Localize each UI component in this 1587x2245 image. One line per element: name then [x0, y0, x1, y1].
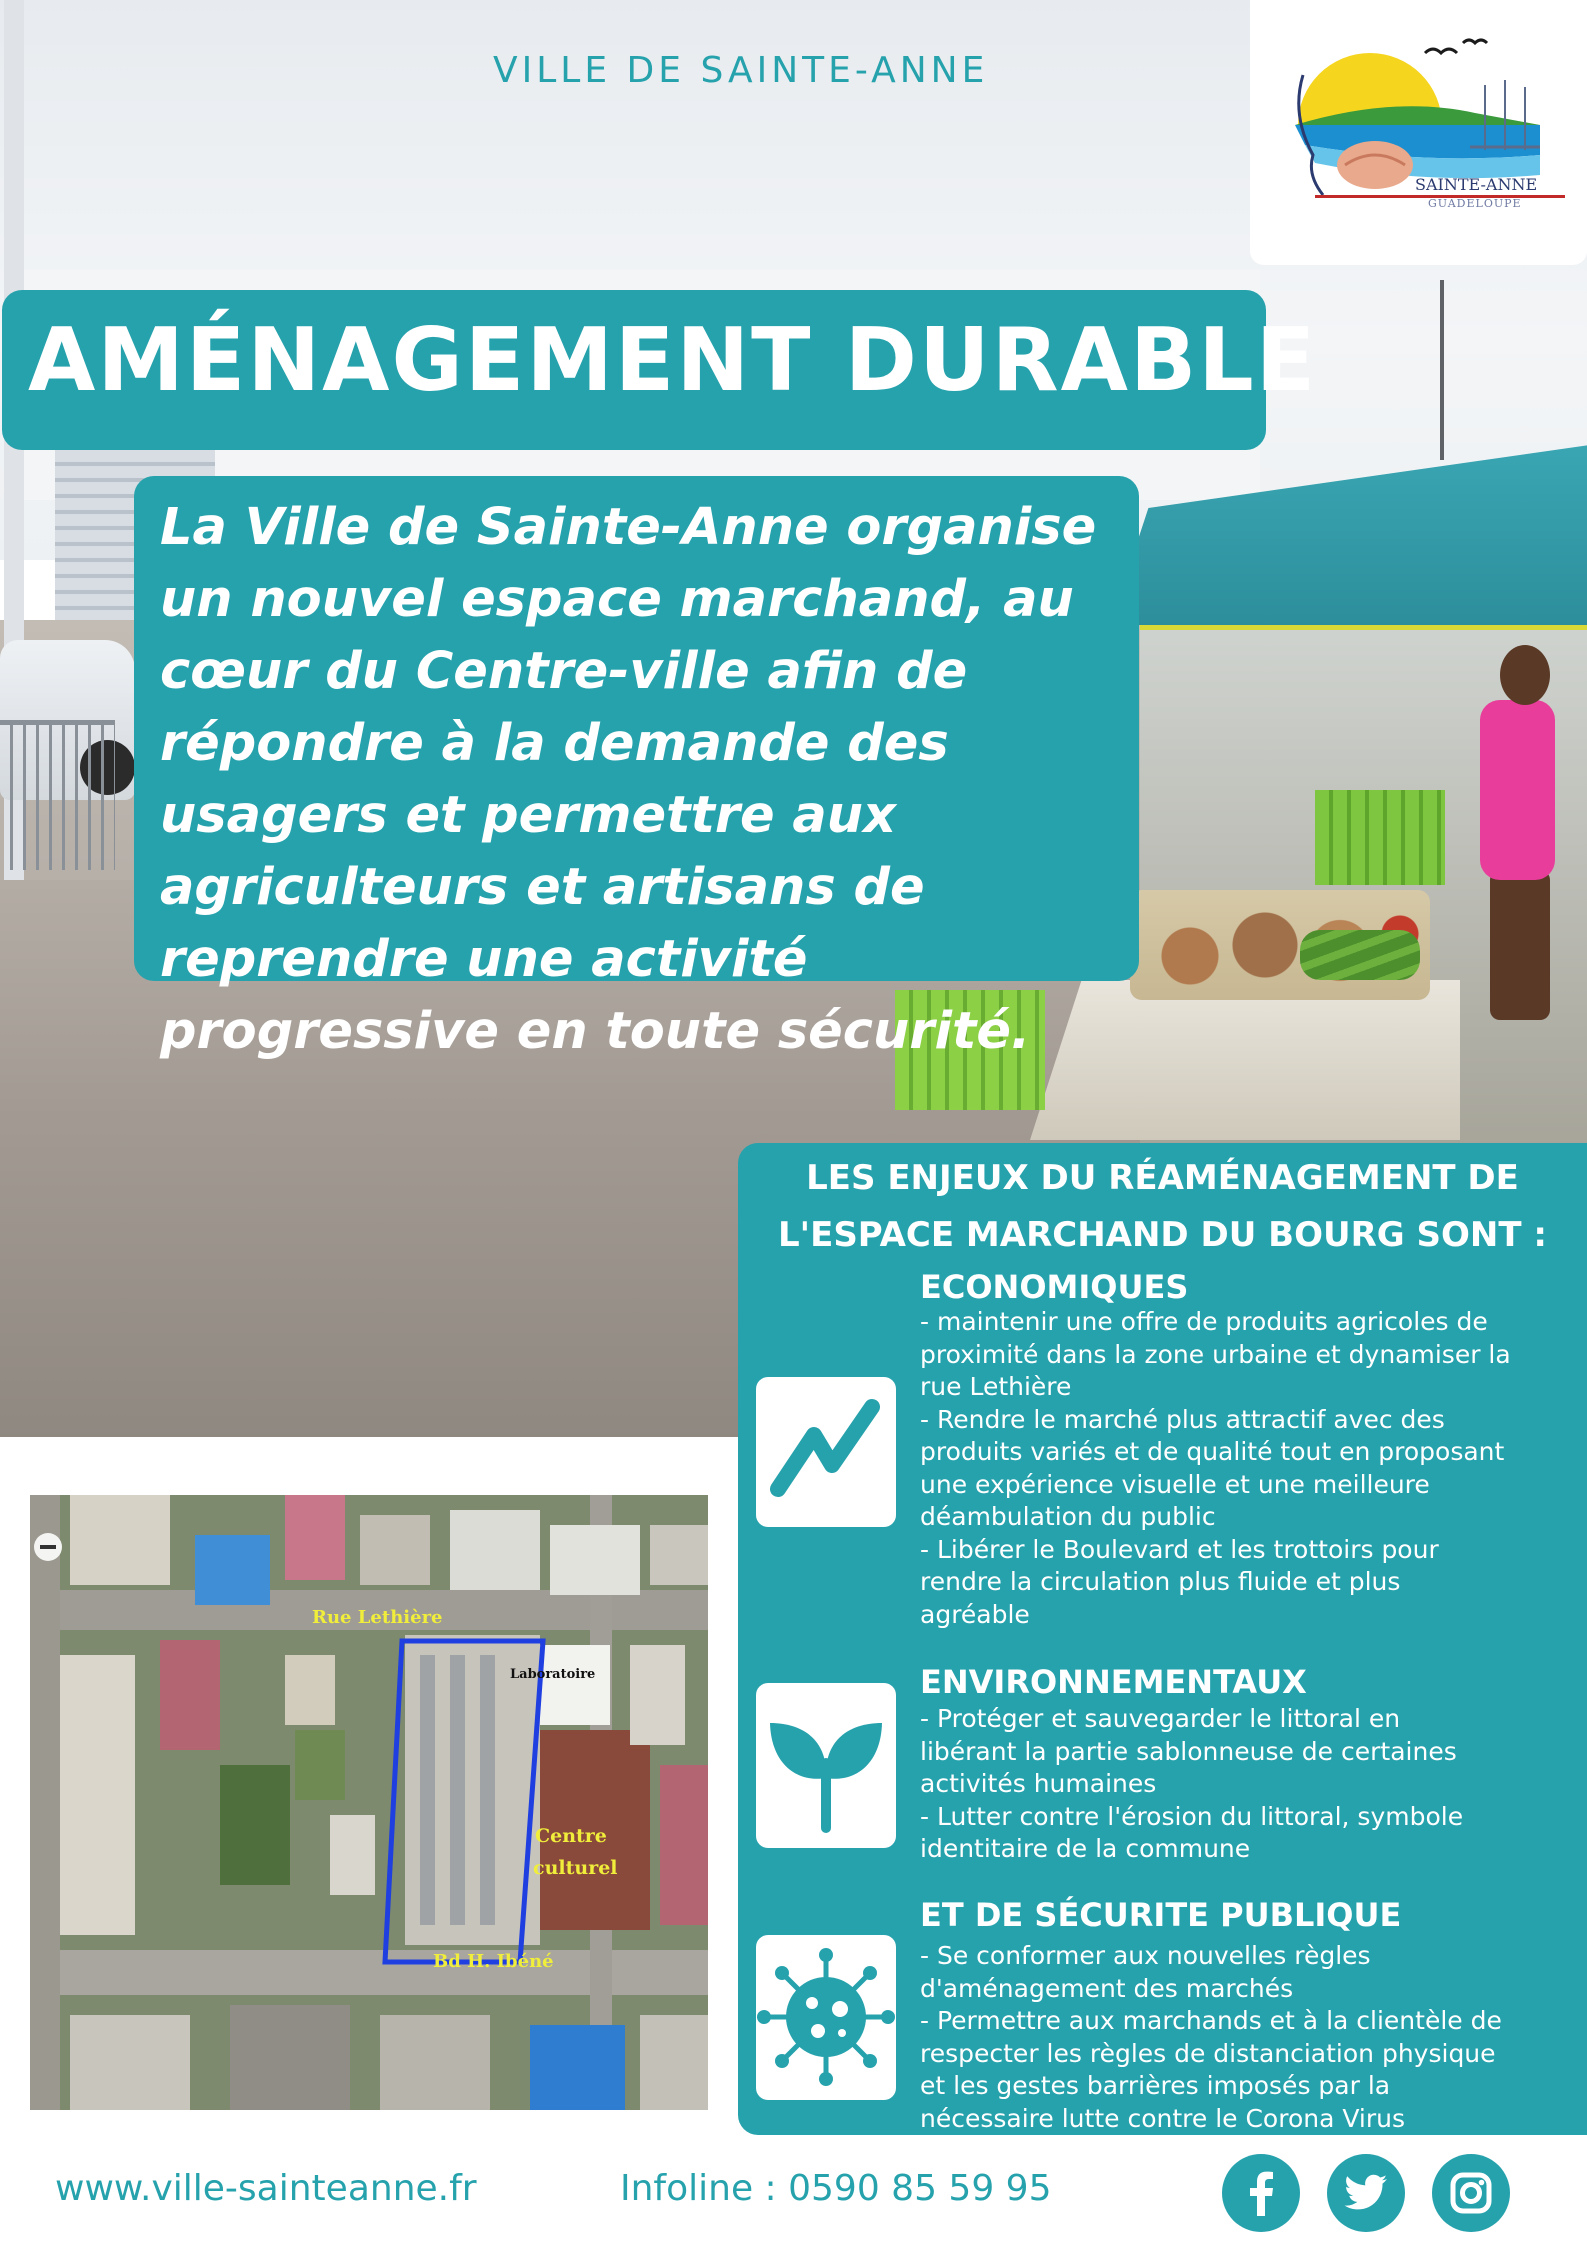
category-title-environment: ENVIRONNEMENTAUX: [920, 1663, 1307, 1701]
trend-chart-icon: [756, 1377, 896, 1527]
environment-icon-box: [756, 1683, 896, 1848]
twitter-icon: [1327, 2154, 1405, 2232]
intro-text: La Ville de Sainte-Anne organise un nouvel espace marchand, au cœur du Centre-ville afin de répondre à la demande des usagers et permettre aux agriculteurs et artisans de reprendre une activité progressive en toute sécurité.: [160, 498, 1097, 1061]
safety-icon-box: [756, 1935, 896, 2100]
sprout-icon: [756, 1683, 896, 1848]
map-label-laboratory: Laboratoire: [510, 1667, 596, 1682]
facebook-button[interactable]: [1222, 2154, 1300, 2232]
map-label-boulevard: Bd H. Ibéné: [433, 1951, 554, 1972]
logo-subtitle: GUADELOUPE: [1428, 197, 1522, 210]
infoline-phone[interactable]: Infoline : 0590 85 59 95: [620, 2168, 1052, 2209]
aerial-map-image: [30, 1495, 708, 2110]
sainte-anne-logo: [1275, 25, 1565, 225]
website-link[interactable]: www.ville-sainteanne.fr: [55, 2168, 477, 2209]
utility-pole: [1440, 280, 1444, 460]
issues-heading-line: L'ESPACE MARCHAND DU BOURG SONT :: [778, 1215, 1547, 1255]
logo-card: [1250, 0, 1587, 265]
city-title: VILLE DE SAINTE-ANNE: [493, 50, 989, 91]
category-text-safety: - Se conformer aux nouvelles règles d'aménagement des marchés - Permettre aux marchands et à la clientèle de respecter les règles de distanciation physique et les gestes barrières imposés par la nécessaire lutte contre le Corona Virus: [920, 1941, 1502, 2133]
vendor-person: [1480, 700, 1555, 880]
instagram-button[interactable]: [1432, 2154, 1510, 2232]
category-title-safety: ET DE SÉCURITE PUBLIQUE: [920, 1896, 1402, 1934]
vendor-person: [1490, 870, 1550, 1020]
page-title: AMÉNAGEMENT DURABLE: [28, 309, 1318, 411]
category-title-economic: ECONOMIQUES: [920, 1268, 1189, 1306]
facebook-icon: [1222, 2154, 1300, 2232]
virus-icon: [756, 1935, 896, 2100]
green-crate: [1315, 790, 1445, 885]
map-label-cultural-center: culturel: [533, 1857, 618, 1879]
twitter-button[interactable]: [1327, 2154, 1405, 2232]
aerial-map: [30, 1495, 708, 2110]
map-label-cultural-center: Centre: [535, 1825, 607, 1847]
instagram-icon: [1432, 2154, 1510, 2232]
category-text-environment: - Protéger et sauvegarder le littoral en libérant la partie sablonneuse de certaines activités humaines - Lutter contre l'érosion du littoral, symbole identitaire de la commune: [920, 1704, 1464, 1863]
metal-barrier: [0, 720, 115, 870]
map-label-street: Rue Lethière: [312, 1607, 443, 1628]
cucumbers: [1300, 930, 1420, 980]
vendor-person: [1500, 645, 1550, 705]
economic-icon-box: [756, 1377, 896, 1527]
issues-heading-line: LES ENJEUX DU RÉAMÉNAGEMENT DE: [806, 1158, 1519, 1198]
issues-heading: [738, 1150, 1587, 1264]
logo-name: SAINTE-ANNE: [1415, 175, 1538, 194]
category-text-economic: - maintenir une offre de produits agricoles de proximité dans la zone urbaine et dynamiser la rue Lethière - Rendre le marché plus attractif avec des produits variés et de qualité tout en proposant une expérience visuelle et une meilleure déambulation du public - Libérer le Boulevard et les trottoirs pour rendre la circulation plus fluide et plus agréable: [920, 1307, 1511, 1629]
